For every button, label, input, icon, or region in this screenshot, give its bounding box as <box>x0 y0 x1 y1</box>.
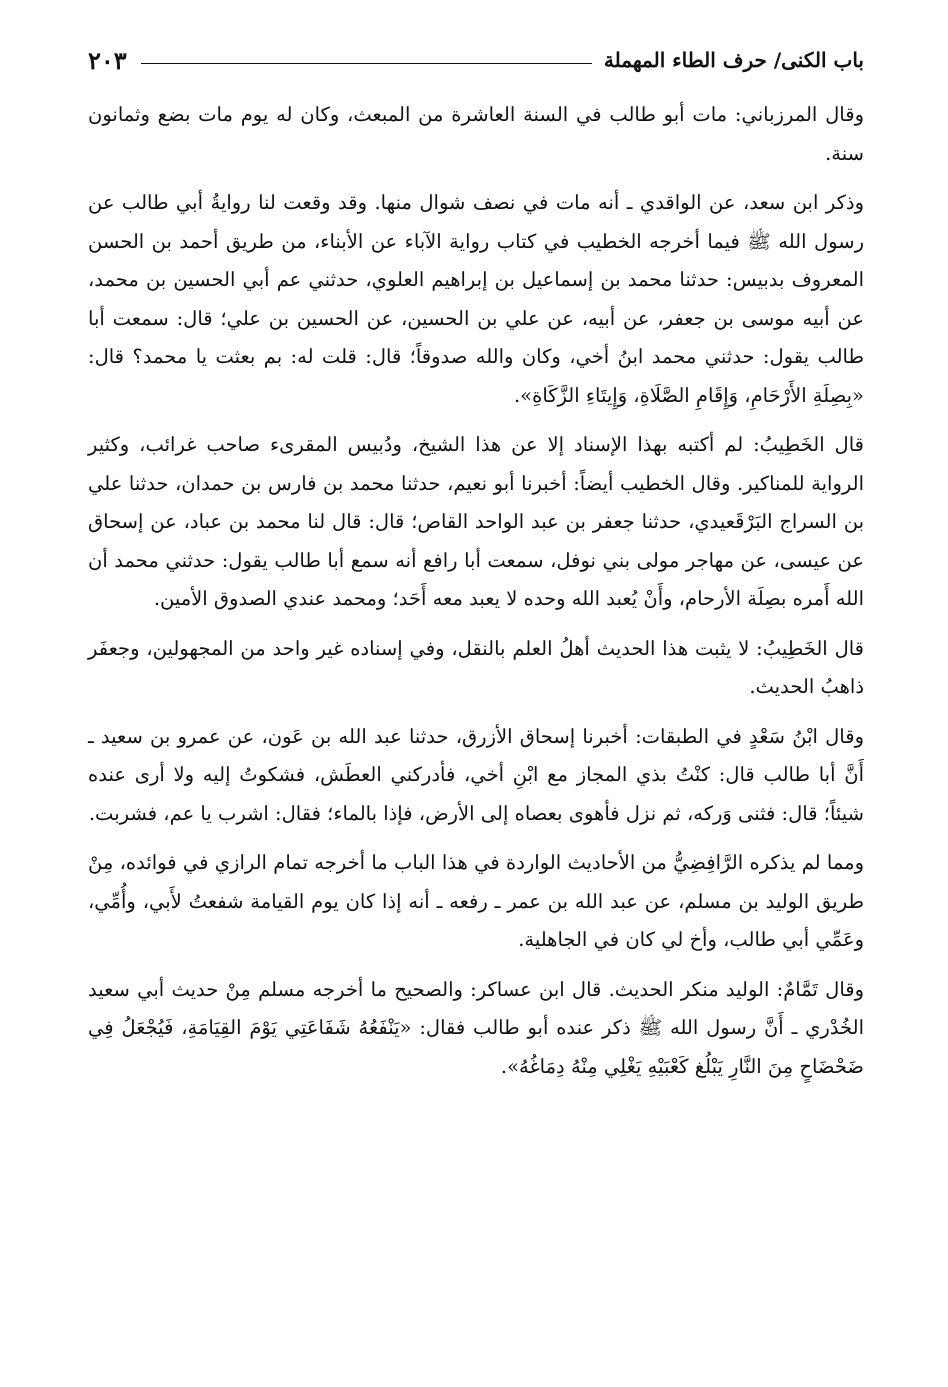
paragraph: وقال المرزباني: مات أبو طالب في السنة العاشرة من المبعث، وكان له يوم مات بضع وثمانون سنة. <box>88 103 864 165</box>
paragraph: وقال تَمَّامٌ: الوليد منكر الحديث. قال ابن عساكر: والصحيح ما أخرجه مسلم مِنْ حديث أبي سعيد الخُدْري ـ أَنَّ رسول الله ﷺ ذكر عنده أبو طالب فقال: «يَنْفَعُهُ شَفَاعَتِي يَوْمَ القِيَامَةِ، فَيُجْعَلُ فِي ضَحْضَاحٍ مِنَ النَّارِ يَبْلُغ كَعْبَيْهِ يَغْلِي مِنْهُ دِمَاغُهُ». <box>88 977 864 1078</box>
paragraph: قال الخَطِيبُ: لم أكتبه بهذا الإسناد إلا عن هذا الشيخ، ودُبيس المقرىء صاحب غرائب، وكثير الرواية للمناكير. وقال الخطيب أيضاً: أخبرنا أبو نعيم، حدثنا محمد بن فارس بن حمدان، حدثنا علي بن السراج البَرْقَعيدي، حدثنا جعفر بن عبد الواحد القاص؛ قال: قال لنا محمد بن عباد، عن إسحاق عن عيسى، عن مهاجر مولى بني نوفل، سمعت أبا رافع أنه سمع أبا طالب يقول: حدثني محمد أن الله أَمره بصِلَة الأرحام، وأَنْ يُعبد الله وحده لا يعبد معه أَحَد؛ ومحمد عندي الصدوق الأمين. <box>88 433 864 610</box>
paragraph: قال الخَطِيبُ: لا يثبت هذا الحديث أهلُ العلم بالنقل، وفي إسناده غير واحد من المجهولين، وجعفَر ذاهبُ الحديث. <box>88 636 864 698</box>
running-title: باب الكنى/ حرف الطاء المهملة <box>603 48 864 72</box>
header-rule <box>141 63 592 64</box>
paragraph: ومما لم يذكره الرَّافِضِيُّ من الأحاديث الواردة في هذا الباب ما أخرجه تمام الرازي في فوائده، مِنْ طريق الوليد بن مسلم، عن عبد الله بن عمر ـ رفعه ـ أنه إذا كان يوم القيامة شفعتُ لأَبي، وأُمِّي، وعَمِّي أبي طالب، وأخ لي كان في الجاهلية. <box>88 851 864 951</box>
paragraph: وذكر ابن سعد، عن الواقدي ـ أنه مات في نصف شوال منها. وقد وقعت لنا روايةُ أبي طالب عن رسول الله ﷺ فيما أخرجه الخطيب في كتاب رواية الآباء عن الأبناء، من طريق أحمد بن الحسن المعروف بدبيس: حدثنا محمد بن إسماعيل بن إبراهيم العلوي، حدثني عم أبي الحسين بن محمد، عن أبيه موسى بن جعفر، عن أبيه، عن علي بن الحسين، عن الحسين بن علي؛ قال: سمعت أبا طالب يقول: حدثني محمد ابنُ أخي، وكان والله صدوقاً؛ قال: قلت له: بم بعثت يا محمد؟ قال: «بِصِلَةِ الأَرْحَامِ، وَإِقَامِ الصَّلَاةِ، وَإِيتَاءِ الزَّكَاةِ». <box>88 191 864 407</box>
body-text <box>88 96 864 1086</box>
page-number: ٢٠٣ <box>88 45 127 75</box>
page-header <box>88 36 864 84</box>
book-page <box>88 36 864 1366</box>
paragraph: وقال ابْنُ سَعْدٍ في الطبقات: أخبرنا إسحاق الأزرق، حدثنا عبد الله بن عَون، عن عمرو بن سعيد ـ أَنَّ أبا طالب قال: كنْتُ بذي المجاز مع ابْنِ أخي، فأدركني العطَش، فشكوتُ إليه ولا أرى عنده شيئاً؛ قال: فثنى وَركه، ثم نزل فأهوى بعصاه إلى الأرض، فإذا بالماء؛ فقال: اشرب يا عم، فشربت. <box>88 724 864 825</box>
